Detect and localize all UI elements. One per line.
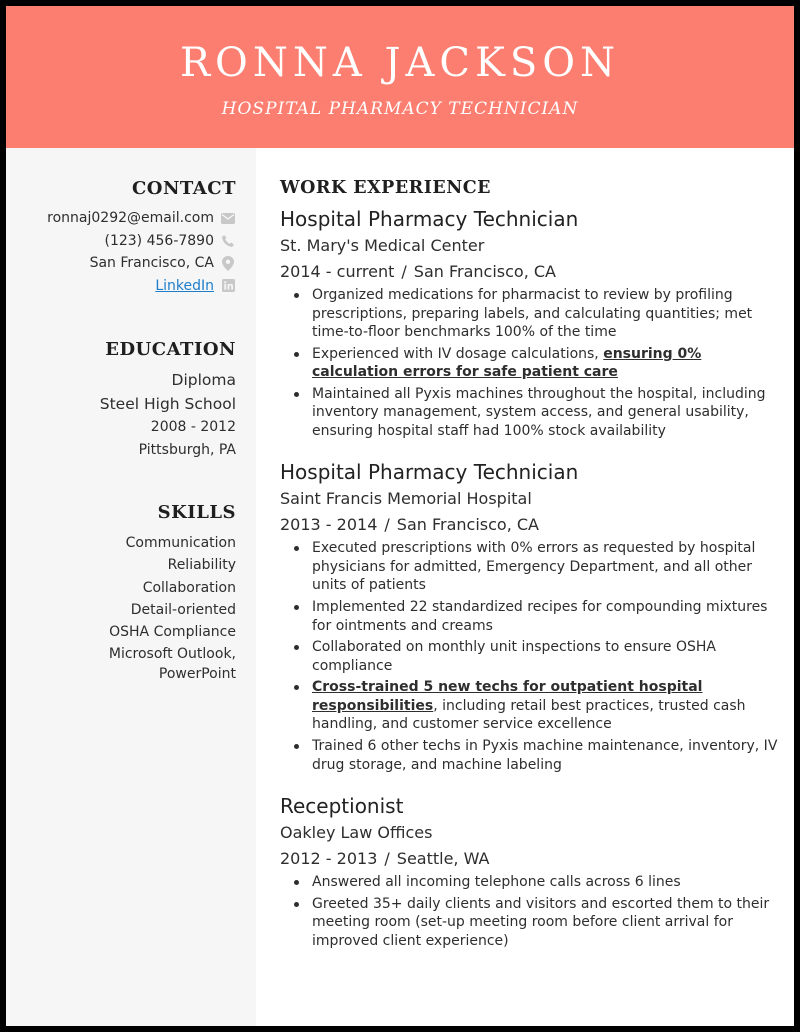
- bullet-text: Collaborated on monthly unit inspections to ensure OSHA compliance: [312, 639, 716, 674]
- bullet-text: Experienced with IV dosage calculations,: [312, 345, 604, 362]
- sidebar: [6, 148, 256, 1026]
- bullet-highlight: Cross-trained 5 new techs for outpatient hospital responsibilities: [312, 679, 703, 714]
- contact-email: [26, 207, 236, 230]
- bullet-item: [280, 539, 780, 595]
- skills-heading: SKILLS: [157, 502, 236, 523]
- contact-section: [26, 178, 236, 297]
- skill-item: Collaboration: [142, 579, 236, 596]
- bullet-item: [280, 286, 780, 342]
- skills-list: [26, 533, 236, 684]
- education-heading: EDUCATION: [105, 339, 236, 360]
- contact-heading: CONTACT: [131, 178, 236, 199]
- bullet-text: Maintained all Pyxis machines throughout the hospital, including inventory management, system access, and general usability, ensuring hospital staff had 100% stock availability: [312, 385, 766, 439]
- job-bullets: [280, 539, 780, 774]
- skill-item: Microsoft Outlook,: [108, 646, 236, 663]
- skill-item: Communication: [125, 535, 236, 551]
- job-location: Seattle, WA: [396, 849, 490, 869]
- contact-location: [26, 252, 236, 275]
- bullet-text: Implemented 22 standardized recipes for compounding mixtures for ointments and creams: [312, 599, 768, 634]
- job-title: Hospital Pharmacy Technician: [280, 207, 579, 231]
- job-entry: [280, 793, 780, 950]
- bullet-item: [280, 345, 780, 382]
- skill-item: Reliability: [167, 557, 236, 574]
- bullet-text: Answered all incoming telephone calls across 6 lines: [312, 874, 681, 891]
- job-location: San Francisco, CA: [413, 262, 556, 281]
- bullet-text: Greeted 35+ daily clients and visitors and escorted them to their meeting room (set-up meeting room before client arrival for improved client experience): [312, 895, 770, 949]
- job-bullets: [280, 286, 780, 440]
- bullet-item: [280, 873, 780, 892]
- job-entry: [280, 459, 780, 774]
- job-company: Oakley Law Offices: [280, 823, 433, 843]
- linkedin-icon: [220, 278, 236, 294]
- work-experience-heading: WORK EXPERIENCE: [280, 178, 491, 198]
- separator: /: [384, 849, 390, 869]
- location-text: San Francisco, CA: [89, 255, 214, 272]
- skill-item: OSHA Compliance: [109, 624, 236, 641]
- bullet-item: [280, 598, 780, 635]
- education-section: [26, 339, 236, 462]
- bullet-highlight: ensuring 0% calculation errors for safe patient care: [312, 345, 702, 381]
- contact-linkedin: [26, 275, 236, 298]
- job-dates: 2014 - current: [280, 262, 395, 281]
- education-school: Steel High School: [99, 395, 236, 413]
- education-details: [26, 368, 236, 462]
- candidate-name: RONNA JACKSON: [179, 40, 621, 86]
- skill-item: Detail-oriented: [130, 601, 236, 618]
- candidate-title: HOSPITAL PHARMACY TECHNICIAN: [221, 99, 579, 119]
- separator: /: [401, 262, 407, 281]
- main-column: [280, 148, 780, 954]
- bullet-item: [280, 678, 780, 734]
- email-text: ronnaj0292@email.com: [47, 210, 214, 227]
- job-location: San Francisco, CA: [396, 515, 539, 535]
- job-dates: 2012 - 2013: [280, 849, 378, 869]
- job-bullets: [280, 873, 780, 950]
- bullet-text: Trained 6 other techs in Pyxis machine maintenance, inventory, IV drug storage, and machine labeling: [312, 738, 778, 773]
- envelope-icon: [220, 210, 236, 226]
- skill-item: PowerPoint: [158, 666, 236, 683]
- job-dates-location: [280, 260, 780, 284]
- separator: /: [384, 515, 390, 535]
- job-entry: [280, 206, 780, 440]
- job-dates-location: [280, 513, 780, 537]
- bullet-text: , including retail best practices, trusted cash handling, and customer service excellence: [312, 697, 746, 733]
- bullet-item: [280, 895, 780, 951]
- phone-text: (123) 456-7890: [104, 232, 214, 249]
- contact-list: [26, 207, 236, 297]
- resume-header: [6, 6, 794, 148]
- job-title: Receptionist: [280, 794, 404, 819]
- job-dates: 2013 - 2014: [280, 515, 378, 535]
- linkedin-link[interactable]: LinkedIn: [155, 277, 214, 294]
- education-degree: Diploma: [171, 371, 236, 389]
- bullet-text: Organized medications for pharmacist to review by profiling prescriptions, preparing labels, and calculating quantities; met time-to-floor benchmarks 100% of the time: [312, 287, 753, 340]
- job-title: Hospital Pharmacy Technician: [280, 460, 579, 485]
- job-company: Saint Francis Memorial Hospital: [280, 489, 532, 509]
- bullet-item: [280, 638, 780, 675]
- job-company: St. Mary's Medical Center: [280, 236, 485, 255]
- contact-phone: [26, 230, 236, 253]
- education-years: 2008 - 2012: [150, 419, 236, 435]
- skills-section: [26, 502, 236, 684]
- job-dates-location: [280, 847, 780, 871]
- bullet-text: Executed prescriptions with 0% errors as requested by hospital physicians for admitted, Emergency Department, and all other units of patients: [312, 540, 756, 594]
- bullet-item: [280, 385, 780, 441]
- phone-icon: [220, 233, 236, 249]
- bullet-item: [280, 737, 780, 774]
- resume-page: [6, 6, 794, 1026]
- education-location: Pittsburgh, PA: [138, 442, 236, 458]
- location-pin-icon: [220, 255, 236, 271]
